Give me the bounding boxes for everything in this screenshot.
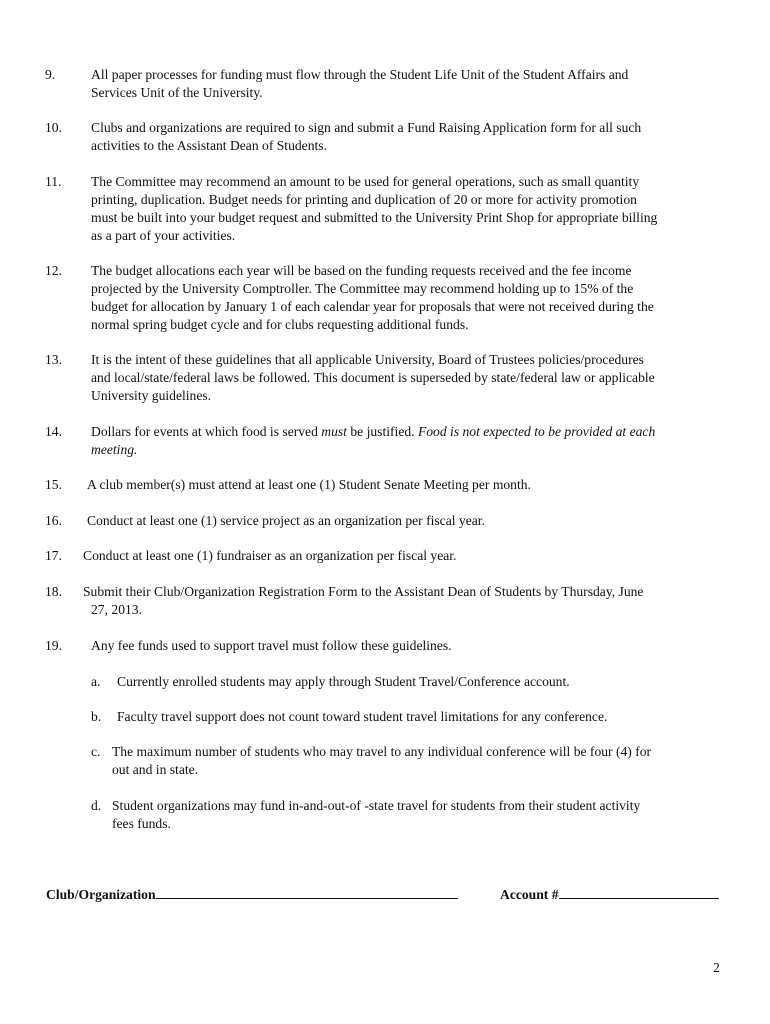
sub-item-label: d.	[91, 798, 102, 813]
item-text-line	[91, 423, 655, 441]
item-text-line: All paper processes for funding must flow through the Student Life Unit of the Student Affairs and	[91, 67, 629, 82]
item-text-line: The budget allocations each year will be based on the funding requests received and the fee income	[91, 263, 632, 278]
sub-item-text-line: Student organizations may fund in-and-out-of -state travel for students from their student activity	[112, 798, 641, 813]
page-number: 2	[713, 960, 720, 975]
item-text-line: Services Unit of the University.	[91, 85, 263, 100]
item-text-line: Conduct at least one (1) fundraiser as an organization per fiscal year.	[83, 548, 457, 563]
item-number: 18.	[45, 584, 62, 599]
sub-item-label: b.	[91, 709, 102, 724]
item-number: 14.	[45, 424, 62, 439]
item-number: 11.	[45, 174, 62, 189]
club-organization-label: Club/Organization	[46, 887, 156, 902]
item-text-line: University guidelines.	[91, 388, 212, 403]
item-text-line: Any fee funds used to support travel must follow these guidelines.	[91, 638, 452, 653]
sub-item-text-line: Currently enrolled students may apply through Student Travel/Conference account.	[117, 674, 570, 689]
sub-item-text-line: fees funds.	[112, 816, 171, 831]
item-text-line: printing, duplication. Budget needs for printing and duplication of 20 or more for activity promotion	[91, 192, 637, 207]
item-number: 12.	[45, 263, 62, 278]
item-text-line: projected by the University Comptroller. The Committee may recommend holding up to 15% of the	[91, 281, 634, 296]
item-text-line: normal spring budget cycle and for clubs requesting additional funds.	[91, 317, 469, 332]
item-text-line: Clubs and organizations are required to sign and submit a Fund Raising Application form for all such	[91, 120, 642, 135]
item-text-line: The Committee may recommend an amount to be used for general operations, such as small quantity	[91, 174, 640, 189]
item-text-line: budget for allocation by January 1 of each calendar year for proposals that were not received during the	[91, 299, 654, 314]
item-number: 17.	[45, 548, 62, 563]
item-text-emphasis: meeting.	[91, 442, 138, 457]
item-text-line: A club member(s) must attend at least one (1) Student Senate Meeting per month.	[87, 477, 531, 492]
item-number: 10.	[45, 120, 62, 135]
item-text-line: 27, 2013.	[91, 602, 142, 617]
sub-item-text-line: Faculty travel support does not count toward student travel limitations for any conference.	[117, 709, 608, 724]
item-text: be justified.	[346, 424, 418, 439]
item-text-line: It is the intent of these guidelines that all applicable University, Board of Trustees policies/procedures	[91, 352, 644, 367]
item-text-line: as a part of your activities.	[91, 228, 236, 243]
account-label: Account #	[500, 887, 559, 902]
account-field	[500, 886, 719, 903]
item-text-line: and local/state/federal laws be followed. This document is superseded by state/federal law or applicable	[91, 370, 655, 385]
item-text-emphasis: Food is not expected to be provided at each	[417, 424, 656, 439]
item-number: 16.	[45, 513, 62, 528]
sub-item-text-line: out and in state.	[112, 762, 199, 777]
item-text-line: Conduct at least one (1) service project as an organization per fiscal year.	[87, 513, 485, 528]
item-text-line: must be built into your budget request and submitted to the University Print Shop for appropriate billing	[91, 210, 658, 225]
club-organization-field	[46, 886, 458, 903]
item-text-line: Submit their Club/Organization Registration Form to the Assistant Dean of Students by Thursday, June	[83, 584, 644, 599]
item-text-emphasis: must	[321, 424, 347, 439]
account-blank-line[interactable]	[559, 886, 719, 899]
item-text-line: activities to the Assistant Dean of Students.	[91, 138, 327, 153]
item-number: 13.	[45, 352, 62, 367]
sub-item-label: c.	[91, 744, 101, 759]
sub-item-label: a.	[91, 674, 101, 689]
club-organization-blank-line[interactable]	[156, 886, 458, 899]
item-number: 9.	[45, 67, 56, 82]
item-number: 19.	[45, 638, 62, 653]
item-text: Dollars for events at which food is served	[91, 424, 322, 439]
item-number: 15.	[45, 477, 62, 492]
sub-item-text-line: The maximum number of students who may travel to any individual conference will be four (4) for	[112, 744, 652, 759]
